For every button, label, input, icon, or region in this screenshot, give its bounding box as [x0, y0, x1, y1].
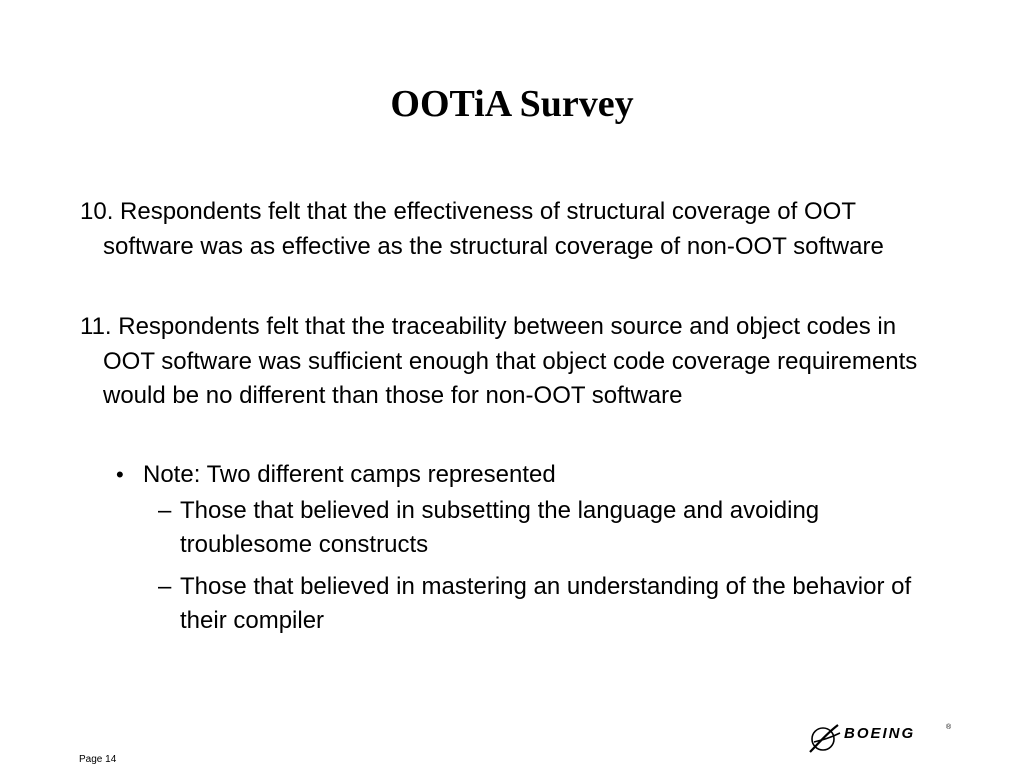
sub-item-text: Those that believed in mastering an understanding of the behavior of their compiler — [180, 572, 912, 634]
slide-body — [80, 195, 950, 646]
boeing-symbol-icon — [808, 722, 842, 754]
note-bullet — [116, 458, 950, 492]
numbered-item-11: 11. Respondents felt that the traceability between source and object codes in OOT software was sufficient enough that object code coverage requirements would be no different than those for non-OOT software — [80, 313, 918, 409]
page-number: Page 14 — [79, 754, 117, 765]
numbered-item-10: 10. Respondents felt that the effectiveness of structural coverage of OOT software was as effective as the structural coverage of non-OOT software — [80, 198, 884, 260]
slide-title: OOTiA Survey — [390, 83, 634, 125]
boeing-logo — [808, 720, 958, 756]
dash-icon: – — [158, 572, 172, 600]
sub-item-subsetting — [148, 494, 950, 562]
note-sub-list — [148, 494, 950, 638]
note-text: Note: Two different camps represented — [143, 460, 556, 488]
registered-mark: ® — [946, 724, 952, 731]
note-block — [116, 458, 950, 638]
sub-item-mastering — [148, 570, 950, 638]
sub-item-text: Those that believed in subsetting the language and avoiding troublesome constructs — [180, 496, 820, 558]
dash-icon: – — [158, 496, 172, 524]
bullet-dot-icon: • — [116, 461, 124, 487]
boeing-wordmark: BOEING — [844, 725, 916, 742]
